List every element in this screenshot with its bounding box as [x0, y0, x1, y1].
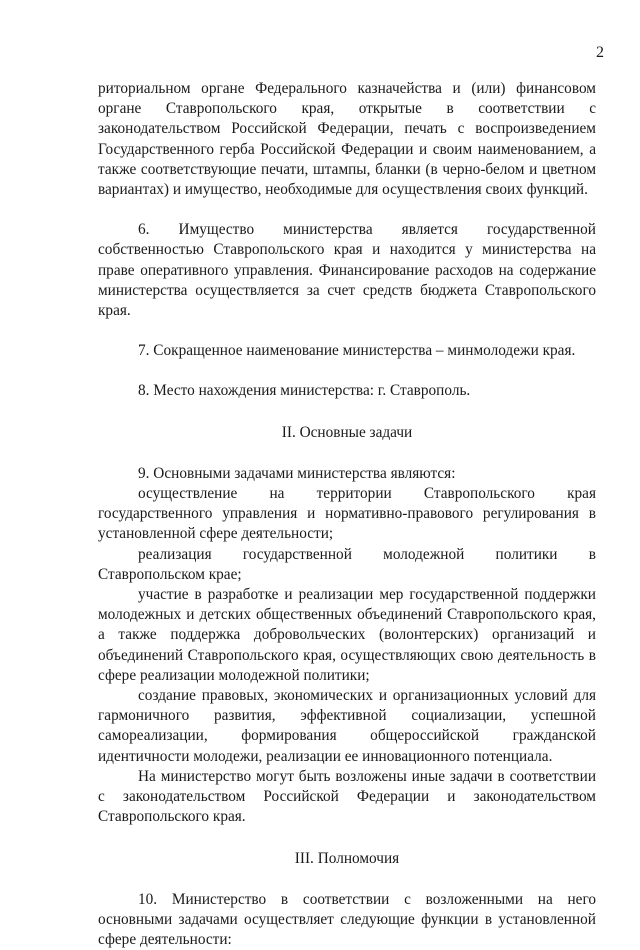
paragraph-9-item-1: осуществление на территории Ставропольского края государственного управления и нормативно-правового регулирования в установленной сфере деятельности; [98, 485, 596, 543]
paragraph-9-closing: На министерство могут быть возложены иные задачи в соответствии с законодательством Российской Федерации и законодательством Ставропольского края. [98, 767, 596, 826]
paragraph-8: 8. Место нахождения министерства: г. Ставрополь. [138, 382, 471, 400]
paragraph-9-item-3: участие в разработке и реализации мер государственной поддержки молодежных и детских общественных объединений Ставропольского края, а также поддержка добровольческих (волонтерских) организаций и объединений Ставропольского края, осуществляющих свою деятельность в сфере реализации молодежной политики; [98, 586, 596, 684]
paragraph-9-item-2: реализация государственной молодежной политики в Ставропольском крае; [98, 545, 596, 583]
paragraph-6: 6. Имущество министерства является государственной собственностью Ставропольского края и находится у министерства на праве оперативного управления. Финансирование расходов на содержание министерства осуществляется за счет средств бюджета Ставропольского края. [98, 221, 596, 320]
paragraph-10: 10. Министерство в соответствии с возложенными на него основными задачами осуществляет следующие функции в установленной сфере деятельности: [98, 890, 596, 949]
paragraph-7: 7. Сокращенное наименование министерства – минмолодежи края. [138, 342, 576, 360]
page-number: 2 [596, 44, 604, 61]
section-heading-2: II. Основные задачи [281, 423, 413, 441]
paragraph-9-item-4: создание правовых, экономических и организационных условий для гармоничного развития, эффективной социализации, успешной самореализации, формирования общероссийской гражданской идентичности молодежи, реализации ее инновационного потенциала. [98, 687, 596, 765]
paragraph-continuation: риториальном органе Федерального казначейства и (или) финансовом органе Ставропольского края, открытые в соответствии с законодательством Российской Федерации, печать с воспроизведением Государственного герба Российской Федерации и своим наименованием, а также соответствующие печати, штампы, бланки (в черно-белом и цветном вариантах) и имущество, необходимые для осуществления своих функций. [98, 80, 596, 199]
section-heading-3: III. Полномочия [294, 849, 400, 867]
document-body [98, 79, 596, 950]
paragraph-9: 9. Основными задачами министерства являются: [138, 464, 456, 482]
